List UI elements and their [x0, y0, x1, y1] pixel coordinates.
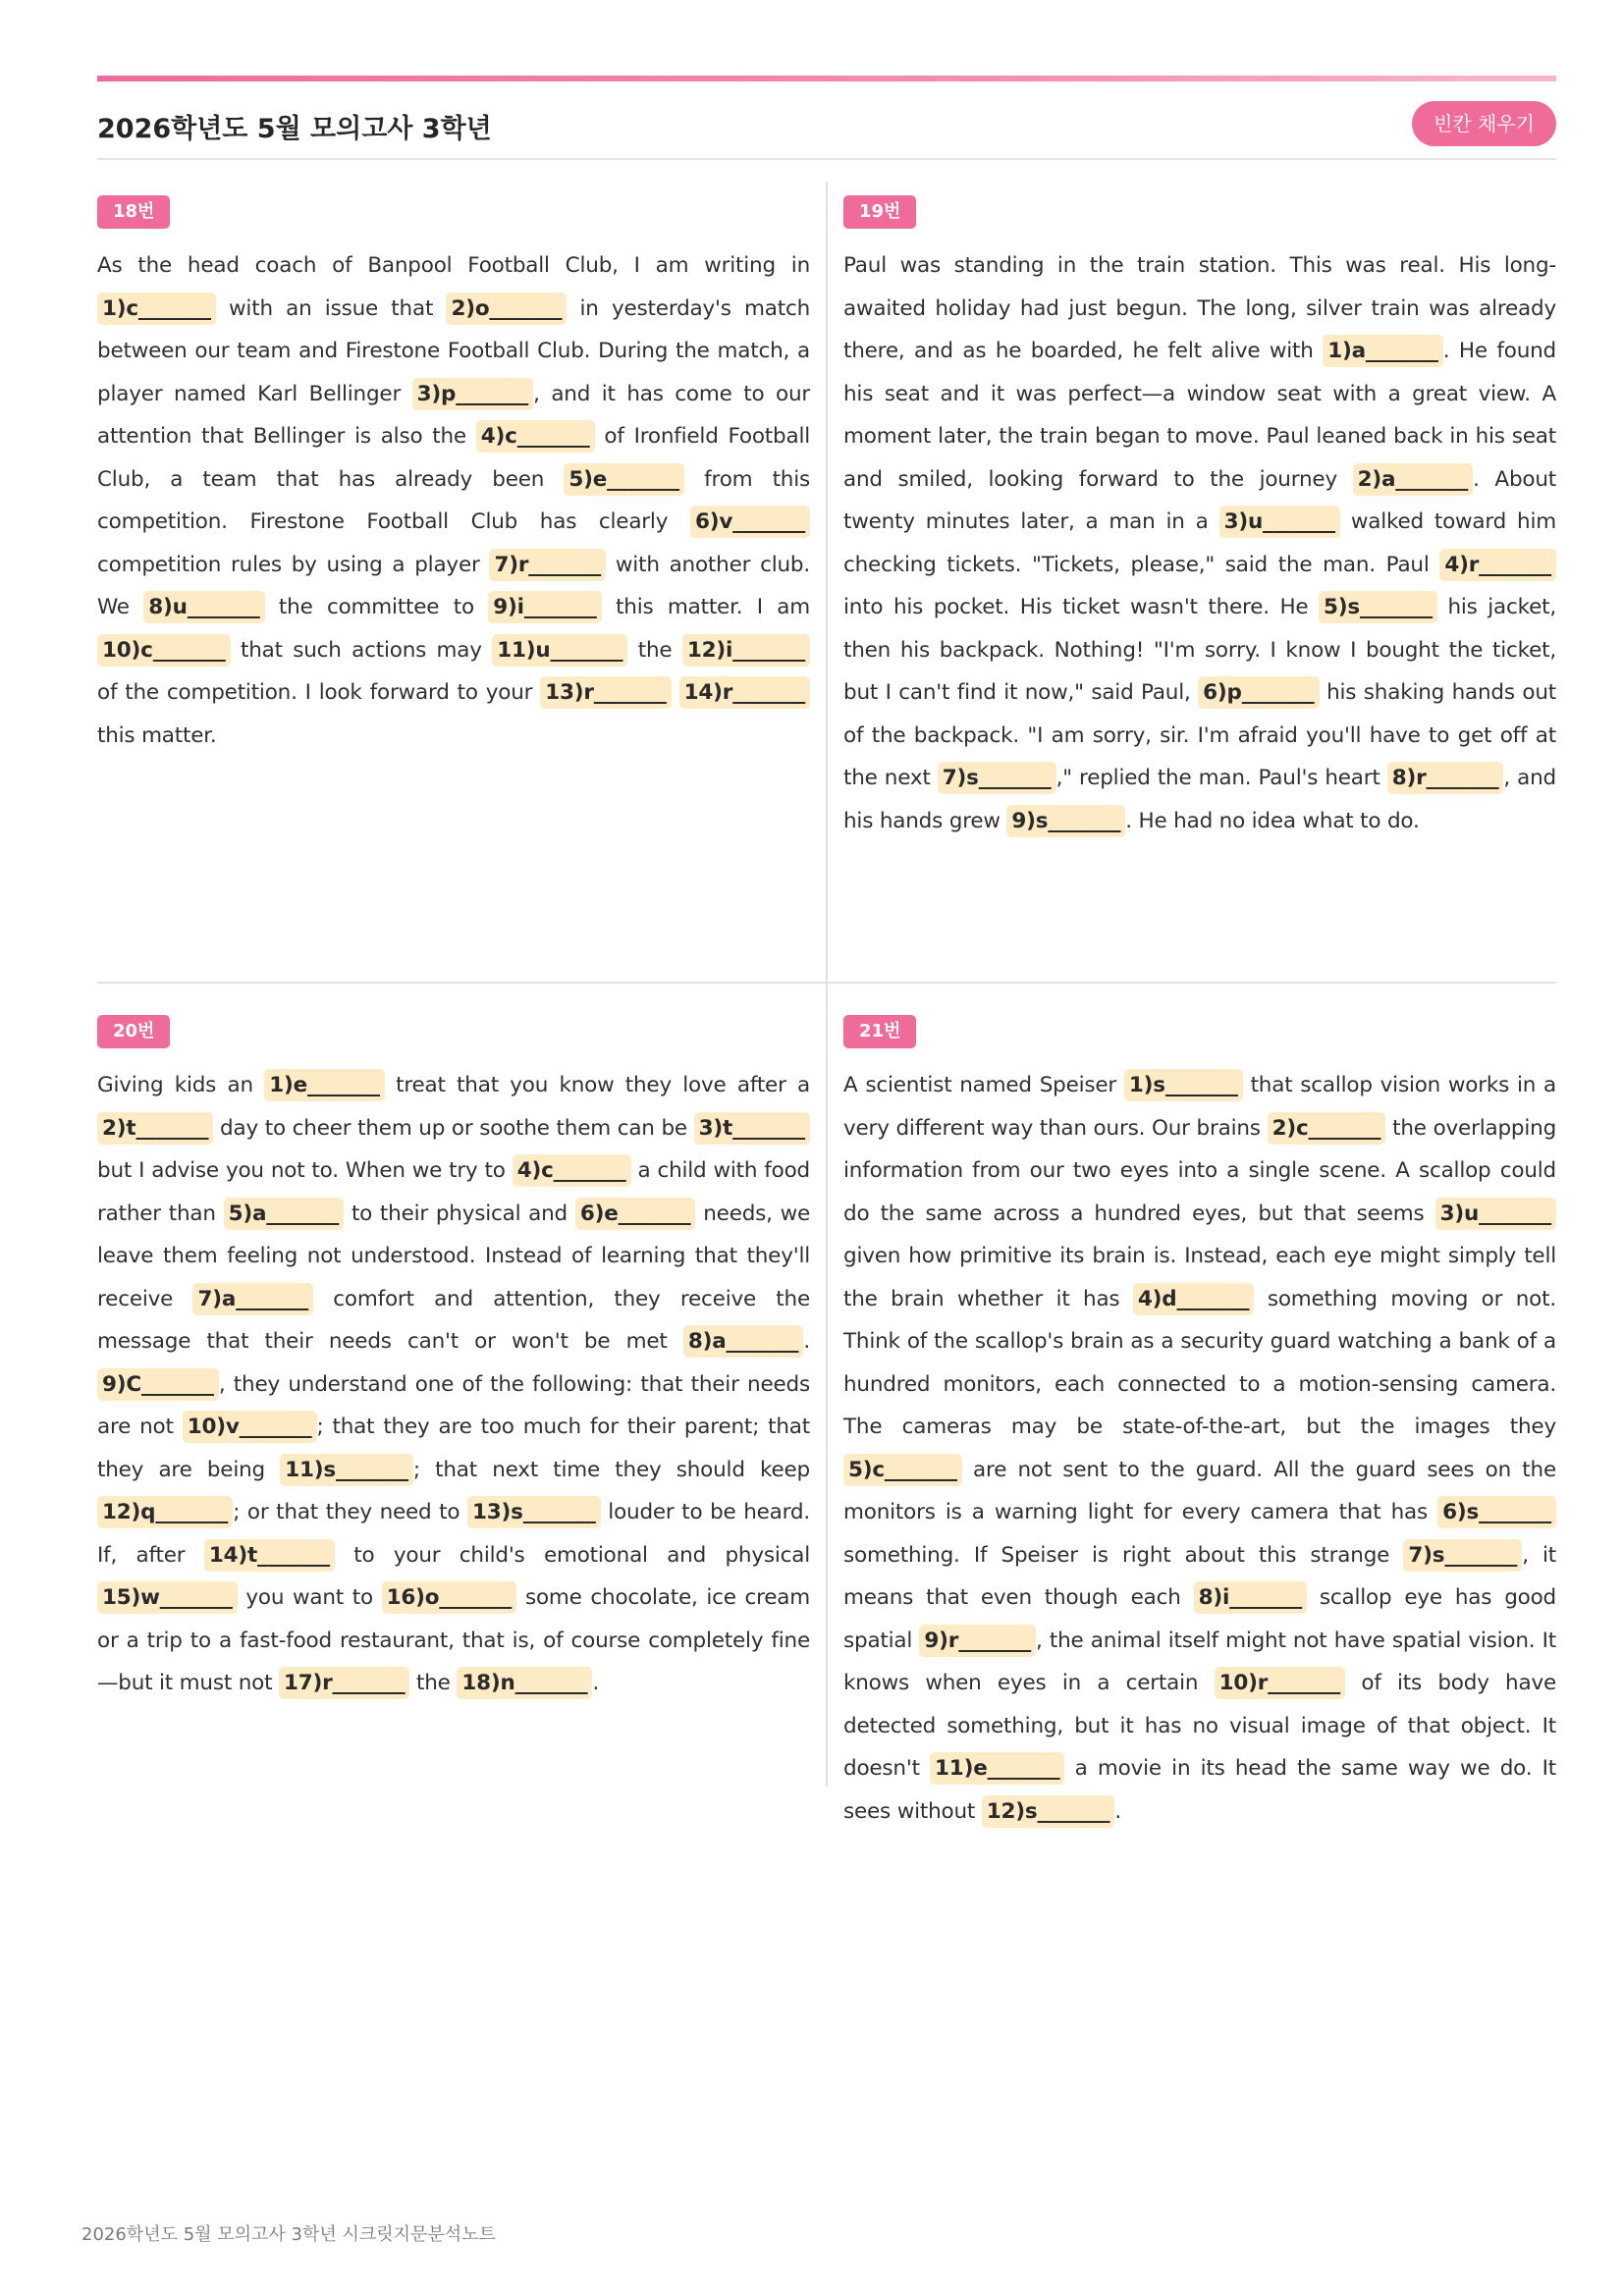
passage-text: . He found his seat and it was perfect—a window seat with a great view. A moment later, the train began to move. Paul leaned back in his seat and smiled, looking forward to the journey — [843, 339, 1556, 492]
answer-blank[interactable]: 6)v_______ — [690, 506, 810, 538]
worksheet-type-badge: 빈칸 채우기 — [1412, 101, 1556, 146]
passage-text: something. If Speiser is right about this strange — [843, 1542, 1404, 1568]
answer-blank[interactable]: 3)p_______ — [412, 378, 533, 410]
passage-text: his jacket, then his backpack. Nothing! "I'm sorry. I know I bought the ticket, but I can't find it now," said Paul, — [843, 595, 1556, 705]
passage-text: walked toward him checking tickets. "Tickets, please," said the man. Paul — [843, 509, 1556, 577]
passage-text: the — [409, 1671, 458, 1695]
passage-text: needs, we leave them feeling not understood. Instead of learning that they'll receive — [97, 1201, 811, 1311]
passage-text: . — [803, 1329, 810, 1354]
answer-blank[interactable]: 4)d_______ — [1133, 1283, 1254, 1315]
passage-text: the overlapping information from our two eyes into a single scene. A scallop could do the same across a hundred eyes, but that seems — [843, 1115, 1557, 1226]
answer-blank[interactable]: 1)s_______ — [1124, 1069, 1243, 1101]
answer-blank[interactable]: 11)s_______ — [280, 1454, 413, 1486]
question-number-badge: 21번 — [843, 1015, 916, 1048]
question-18-panel — [97, 195, 810, 757]
passage-text: A scientist named Speiser — [843, 1073, 1124, 1097]
passage-text: competition rules by using a player — [97, 552, 490, 577]
passage-text: with an issue that — [215, 295, 447, 321]
passage-text: something moving or not. Think of the scallop's brain as a security guard watching a bank of a hundred monitors, each connected to a motion-sensing camera. The cameras may be state-of-the-art, but the images they — [843, 1286, 1556, 1439]
passage-text: the committee to — [264, 595, 489, 619]
passage-text: are not sent to the guard. All the guard sees on the monitors is a warning light for every camera that has — [843, 1457, 1556, 1524]
answer-blank[interactable]: 8)r_______ — [1387, 762, 1504, 794]
answer-blank[interactable]: 8)a_______ — [683, 1325, 804, 1358]
passage-text: given how primitive its brain is. Instead, each eye might simply tell the brain whether it has — [843, 1244, 1556, 1311]
page-footer: 2026학년도 5월 모의고사 3학년 시크릿지문분석노트 — [81, 2224, 496, 2245]
answer-blank[interactable]: 13)s_______ — [467, 1496, 601, 1528]
answer-blank[interactable]: 3)u_______ — [1435, 1198, 1556, 1230]
column-divider-top — [826, 182, 828, 982]
answer-blank[interactable]: 2)t_______ — [97, 1112, 213, 1145]
answer-blank[interactable]: 4)r_______ — [1439, 549, 1556, 581]
answer-blank[interactable]: 5)s_______ — [1319, 591, 1437, 623]
answer-blank[interactable]: 8)u_______ — [143, 591, 264, 623]
passage-text: ; that they are too much for their parent; that they are being — [97, 1415, 810, 1482]
answer-blank[interactable]: 18)n_______ — [457, 1667, 592, 1699]
answer-blank[interactable]: 9)s_______ — [1006, 805, 1125, 837]
column-divider-bottom — [826, 984, 828, 1787]
answer-blank[interactable]: 7)s_______ — [1403, 1539, 1522, 1572]
passage-text: of the competition. I look forward to your — [97, 680, 541, 705]
passage-text: this matter. — [97, 722, 217, 748]
answer-blank[interactable]: 10)r_______ — [1215, 1667, 1345, 1699]
passage-text: a child with food rather than — [97, 1158, 811, 1226]
passage-text: Giving kids an — [97, 1073, 265, 1097]
answer-blank[interactable]: 9)r_______ — [919, 1625, 1036, 1657]
answer-blank[interactable]: 6)s_______ — [1437, 1496, 1556, 1528]
answer-blank[interactable]: 7)r_______ — [489, 549, 606, 581]
question-number-badge: 19번 — [843, 195, 916, 229]
passage-text: Paul was standing in the train station. This was real. His long-awaited holiday had just begun. The long, silver train was already there, and as he boarded, he felt alive with — [843, 253, 1556, 363]
question-20-panel — [97, 1015, 810, 1705]
passage-text: . — [592, 1671, 600, 1695]
passage-text: into his pocket. His ticket wasn't there. He — [843, 595, 1320, 619]
answer-blank[interactable]: 5)a_______ — [224, 1198, 345, 1230]
question-19-panel — [843, 195, 1556, 842]
passage-text: of its body have detected something, but it has no visual image of that object. It doesn't — [843, 1671, 1556, 1781]
passage-text: comfort and attention, they receive the message that their needs can't or won't be met — [97, 1286, 810, 1354]
passage-text: of Ironfield Football Club, a team that has already been — [97, 424, 810, 492]
passage-text — [672, 680, 679, 705]
answer-blank[interactable]: 6)e_______ — [575, 1198, 696, 1230]
answer-blank[interactable]: 15)w_______ — [97, 1581, 238, 1614]
row-divider — [97, 982, 1556, 984]
header-accent-bar — [97, 76, 1556, 81]
passage-text: ; that next time they should keep — [412, 1457, 811, 1482]
passage-text: in yesterday's match between our team and Firestone Football Club. During the match, a player named Karl Bellinger — [97, 295, 811, 406]
passage-text: louder to be heard. If, after — [97, 1500, 810, 1568]
answer-blank[interactable]: 17)r_______ — [279, 1667, 409, 1699]
answer-blank[interactable]: 2)c_______ — [1268, 1112, 1386, 1145]
passage-text: , the animal itself might not have spatial vision. It knows when eyes in a certain — [843, 1628, 1557, 1695]
passage-text: to their physical and — [344, 1201, 575, 1226]
answer-blank[interactable]: 11)u_______ — [492, 634, 627, 667]
passage-text: day to cheer them up or soothe them can be — [213, 1115, 694, 1141]
answer-blank[interactable]: 12)s_______ — [982, 1795, 1115, 1828]
passage-text: a movie in its head the same way we do. It sees without — [843, 1756, 1556, 1824]
passage-text: this matter. I am — [601, 595, 810, 619]
passage-text: . — [1114, 1798, 1121, 1824]
answer-blank[interactable]: 7)s_______ — [938, 762, 1056, 794]
answer-blank[interactable]: 14)r_______ — [679, 676, 810, 709]
answer-blank[interactable]: 3)u_______ — [1219, 506, 1340, 538]
answer-blank[interactable]: 9)C_______ — [97, 1368, 219, 1401]
question-21-panel — [843, 1015, 1556, 1833]
answer-blank[interactable]: 12)i_______ — [682, 634, 810, 667]
passage-text: As the head coach of Banpool Football Club, I am writing in — [97, 253, 810, 278]
question-passage — [843, 244, 1556, 842]
answer-blank[interactable]: 2)a_______ — [1353, 463, 1474, 496]
answer-blank[interactable]: 10)c_______ — [97, 634, 231, 667]
answer-blank[interactable]: 11)e_______ — [930, 1752, 1064, 1785]
answer-blank[interactable]: 8)i_______ — [1194, 1581, 1307, 1614]
answer-blank[interactable]: 4)c_______ — [513, 1154, 631, 1187]
answer-blank[interactable]: 6)p_______ — [1198, 676, 1319, 709]
answer-blank[interactable]: 10)v_______ — [183, 1411, 317, 1443]
question-number-badge: 20번 — [97, 1015, 170, 1048]
passage-text: treat that you know they love after a — [384, 1073, 811, 1097]
question-number-badge: 18번 — [97, 195, 170, 229]
answer-blank[interactable]: 13)r_______ — [540, 676, 671, 709]
answer-blank[interactable]: 7)a_______ — [192, 1283, 313, 1315]
passage-text: ," replied the man. Paul's heart — [1055, 766, 1387, 790]
answer-blank[interactable]: 4)c_______ — [476, 420, 595, 453]
passage-text: , and it has come to our attention that Bellinger is also the — [97, 381, 811, 449]
question-passage — [97, 1064, 810, 1705]
page-title: 2026학년도 5월 모의고사 3학년 — [97, 114, 492, 144]
answer-blank[interactable]: 16)o_______ — [382, 1581, 517, 1614]
answer-blank[interactable]: 2)o_______ — [446, 293, 567, 325]
passage-text: , and his hands grew — [843, 766, 1556, 833]
passage-text: . He had no idea what to do. — [1125, 808, 1420, 833]
passage-text: from this competition. Firestone Football Club has clearly — [97, 466, 810, 534]
passage-text: , they understand one of the following: that their needs are not — [97, 1371, 810, 1439]
passage-text: you want to — [237, 1585, 382, 1610]
answer-blank[interactable]: 1)a_______ — [1323, 335, 1443, 367]
passage-text: to your child's emotional and physical — [334, 1542, 810, 1568]
passage-text: scallop eye has good spatial — [843, 1585, 1556, 1653]
answer-blank[interactable]: 1)c_______ — [97, 293, 216, 325]
answer-blank[interactable]: 14)t_______ — [204, 1539, 335, 1572]
question-passage — [843, 1064, 1556, 1833]
answer-blank[interactable]: 5)e_______ — [564, 463, 684, 496]
passage-text: , it means that even though each — [843, 1542, 1556, 1610]
passage-text: the — [627, 637, 682, 663]
passage-text: his shaking hands out of the backpack. "I am sorry, sir. I'm afraid you'll have to get off at the next — [843, 680, 1556, 790]
passage-text: that scallop vision works in a very different way than ours. Our brains — [843, 1073, 1556, 1141]
passage-text: some chocolate, ice cream or a trip to a fast-food restaurant, that is, of course completely fine—but it must not — [97, 1585, 810, 1695]
answer-blank[interactable]: 12)q_______ — [97, 1496, 233, 1528]
passage-text: . About twenty minutes later, a man in a — [843, 466, 1556, 534]
passage-text: but I advise you not to. When we try to — [97, 1158, 513, 1183]
answer-blank[interactable]: 1)e_______ — [264, 1069, 385, 1101]
passage-text: that such actions may — [230, 637, 493, 663]
answer-blank[interactable]: 5)c_______ — [843, 1454, 962, 1486]
question-passage — [97, 244, 810, 757]
answer-blank[interactable]: 9)i_______ — [488, 591, 601, 623]
answer-blank[interactable]: 3)t_______ — [694, 1112, 810, 1145]
passage-text: with another club. We — [97, 552, 810, 619]
passage-text: ; or that they need to — [233, 1500, 468, 1524]
page-header — [97, 101, 1556, 160]
